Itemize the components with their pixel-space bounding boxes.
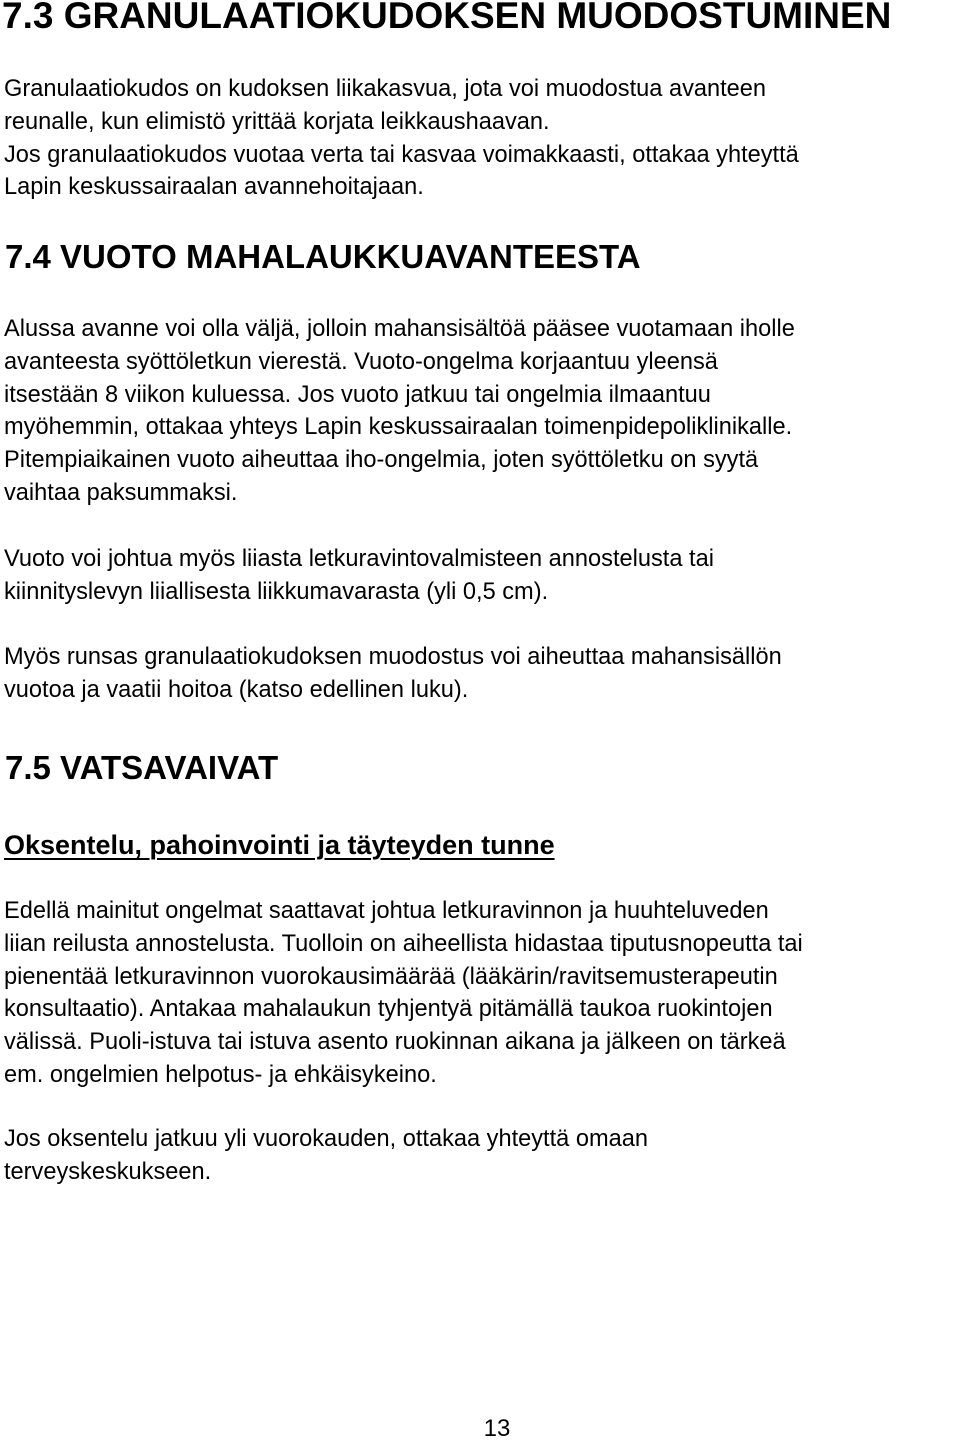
text-line: em. ongelmien helpotus- ja ehkäisykeino. xyxy=(4,1061,437,1088)
text-line: liian reilusta annostelusta. Tuolloin on aiheellista hidastaa tiputusnopeutta tai xyxy=(4,930,803,957)
section-7-3-paragraph xyxy=(4,73,959,204)
section-7-5-subtitle: Oksentelu, pahoinvointi ja täyteyden tunne xyxy=(4,830,555,860)
section-7-5-paragraph-1 xyxy=(4,895,959,1092)
text-line: Vuoto voi johtua myös liiasta letkuravintovalmisteen annostelusta tai xyxy=(4,546,714,572)
section-7-3-title: 7.3 GRANULAATIOKUDOKSEN MUODOSTUMINEN xyxy=(2,0,892,36)
text-line: Jos granulaatiokudos vuotaa verta tai kasvaa voimakkaasti, ottakaa yhteyttä xyxy=(4,141,799,168)
text-line: Pitempiaikainen vuoto aiheuttaa iho-ongelmia, joten syöttöletku on syytä xyxy=(4,447,759,474)
text-line: kiinnityslevyn liiallisesta liikkumavarasta (yli 0,5 cm). xyxy=(4,578,549,605)
text-line: vuotoa ja vaatii hoitoa (katso edellinen luku). xyxy=(4,676,469,703)
text-line: pienentää letkuravinnon vuorokausimäärää (lääkärin/ravitsemusterapeutin xyxy=(4,963,778,990)
text-line: Alussa avanne voi olla väljä, jolloin mahansisältöä pääsee vuotamaan iholle xyxy=(4,316,795,342)
text-line: Myös runsas granulaatiokudoksen muodostus voi aiheuttaa mahansisällön xyxy=(4,644,782,670)
text-line: itsestään 8 viikon kuluessa. Jos vuoto jatkuu tai ongelmia ilmaantuu xyxy=(4,381,711,408)
section-7-4-paragraph-2 xyxy=(4,543,959,609)
section-7-4-paragraph-3 xyxy=(4,641,959,707)
text-line: avanteesta syöttöletkun vierestä. Vuoto-ongelma korjaantuu yleensä xyxy=(4,348,718,375)
text-line: terveyskeskukseen. xyxy=(4,1158,212,1185)
section-7-5-title: 7.5 VATSAVAIVAT xyxy=(5,749,279,786)
text-line: myöhemmin, ottakaa yhteys Lapin keskussairaalan toimenpidepoliklinikalle. xyxy=(4,414,793,441)
text-line: konsultaatio). Antakaa mahalaukun tyhjentyä pitämällä taukoa ruokintojen xyxy=(4,996,773,1023)
section-7-4-paragraph-1 xyxy=(4,313,959,510)
text-line: välissä. Puoli-istuva tai istuva asento ruokinnan aikana ja jälkeen on tärkeä xyxy=(4,1029,786,1056)
text-line: Edellä mainitut ongelmat saattavat johtua letkuravinnon ja huuhteluveden xyxy=(4,898,769,924)
section-7-5-paragraph-2 xyxy=(4,1123,959,1189)
text-line: Granulaatiokudos on kudoksen liikakasvua, jota voi muodostua avanteen xyxy=(4,76,767,102)
text-line: reunalle, kun elimistö yrittää korjata leikkaushaavan. xyxy=(4,108,550,135)
text-line: Lapin keskussairaalan avannehoitajaan. xyxy=(4,174,424,201)
text-line: vaihtaa paksummaksi. xyxy=(4,479,238,506)
page-number: 13 xyxy=(483,1415,511,1442)
text-line: Jos oksentelu jatkuu yli vuorokauden, ottakaa yhteyttä omaan xyxy=(4,1126,648,1152)
section-7-4-title: 7.4 VUOTO MAHALAUKKUAVANTEESTA xyxy=(5,238,641,275)
